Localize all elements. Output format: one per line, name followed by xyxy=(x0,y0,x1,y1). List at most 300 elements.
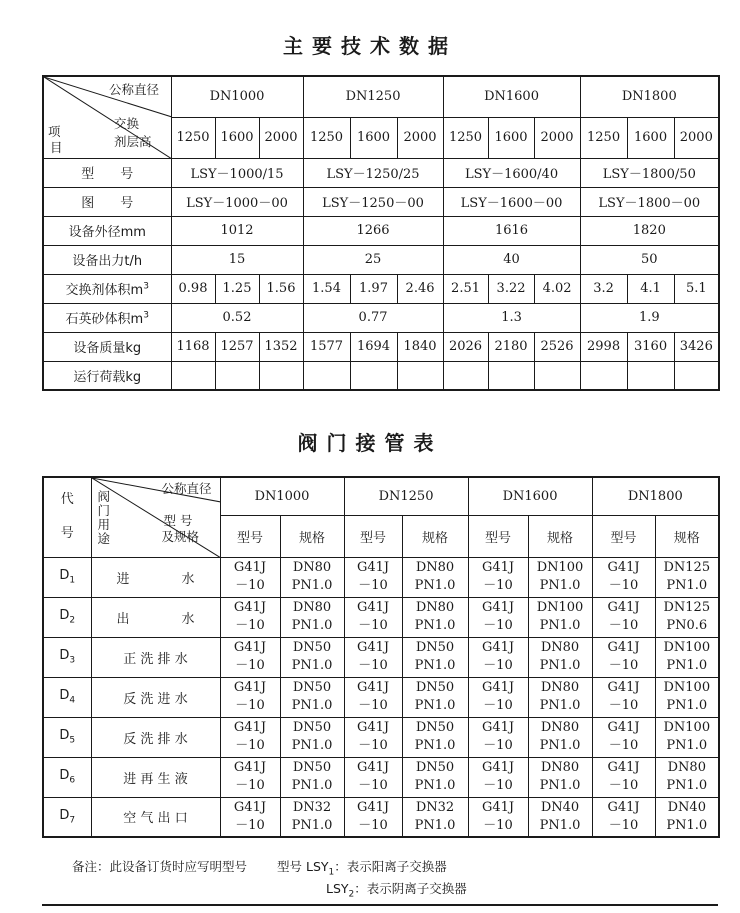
drawing-value: LSY－1600－00 xyxy=(443,187,580,216)
load-value xyxy=(350,361,397,390)
table-row xyxy=(43,637,719,677)
cell-line-1: DN32 xyxy=(415,799,455,815)
cell-line-2: －10 xyxy=(608,738,639,753)
cell-line-2: －10 xyxy=(483,738,513,753)
valve-model-cell xyxy=(592,797,655,837)
cell-line-1: G41J xyxy=(233,760,267,775)
valve-model-cell xyxy=(220,597,280,637)
valve-model-cell xyxy=(468,557,528,597)
valve-usage: 空 气 出 口 xyxy=(91,797,220,837)
code-header-line1: 代 xyxy=(60,492,74,508)
valve-spec-cell xyxy=(655,637,719,677)
use-label: 门 xyxy=(97,503,111,518)
load-value xyxy=(627,361,674,390)
cell-line-2: －10 xyxy=(235,578,265,593)
cell-line-1: G41J xyxy=(356,799,390,815)
valve-model-cell xyxy=(592,597,655,637)
drawing-value: LSY－1000－00 xyxy=(171,187,303,216)
dn-header: DN1000 xyxy=(171,76,303,117)
cell-line-1: G41J xyxy=(481,720,515,735)
nominal-diameter-label: 公称直径 xyxy=(161,481,212,496)
remark-sub-1: 1 xyxy=(328,867,335,878)
exvol-value: 1.25 xyxy=(215,274,259,303)
cell-line-2: PN1.0 xyxy=(291,778,333,793)
dn-header: DN1800 xyxy=(580,76,719,117)
cell-line-2: PN1.0 xyxy=(291,658,333,673)
output-value: 15 xyxy=(171,245,303,274)
valve-code-letter: D xyxy=(59,807,70,823)
table-row xyxy=(43,597,719,637)
cell-line-1: DN40 xyxy=(667,799,706,815)
valve-spec-cell xyxy=(528,557,592,597)
table-row xyxy=(43,216,719,245)
cube-superscript: 3 xyxy=(143,310,149,321)
cell-line-1: DN50 xyxy=(415,720,455,735)
cell-line-1: G41J xyxy=(607,680,640,695)
mass-value: 2180 xyxy=(488,332,534,361)
load-value xyxy=(580,361,627,390)
load-value xyxy=(488,361,534,390)
valve-spec-cell xyxy=(280,597,344,637)
valve-model-cell xyxy=(220,557,280,597)
model-value: LSY－1800/50 xyxy=(580,158,719,187)
cell-line-1: DN100 xyxy=(536,560,584,575)
cell-line-1: DN80 xyxy=(540,760,580,775)
valve-code xyxy=(43,637,91,677)
table-row xyxy=(43,303,719,332)
valve-code-letter: D xyxy=(59,728,70,744)
height-header: 1250 xyxy=(443,117,488,158)
valve-spec-cell xyxy=(655,557,719,597)
dn-header: DN1600 xyxy=(443,76,580,117)
sandvol-value: 1.3 xyxy=(443,303,580,332)
row-label: 运行荷载kg xyxy=(43,361,171,390)
code-header xyxy=(43,477,91,557)
height-header: 1250 xyxy=(580,117,627,158)
layer-height-label: 剂层高 xyxy=(114,134,152,149)
remark-text-1: ：表示阳离子交换器 xyxy=(334,859,447,874)
dn-header: DN1000 xyxy=(220,477,344,515)
valve-code-sub: 5 xyxy=(69,735,76,746)
cell-line-1: DN50 xyxy=(292,640,332,655)
cell-line-1: DN50 xyxy=(292,720,332,735)
valve-spec-cell xyxy=(655,797,719,837)
valve-code xyxy=(43,717,91,757)
diameter-value: 1820 xyxy=(580,216,719,245)
cell-line-1: DN100 xyxy=(536,600,584,615)
cell-line-1: DN80 xyxy=(540,680,580,695)
cell-line-1: G41J xyxy=(481,600,515,615)
table-row xyxy=(43,187,719,216)
mass-value: 3160 xyxy=(627,332,674,361)
load-value xyxy=(215,361,259,390)
cell-line-2: PN1.0 xyxy=(666,578,708,593)
height-header: 1600 xyxy=(350,117,397,158)
valve-spec-cell xyxy=(528,797,592,837)
cell-line-2: －10 xyxy=(483,658,513,673)
cell-line-2: PN1.0 xyxy=(414,658,456,673)
valve-spec-cell xyxy=(528,637,592,677)
cell-line-1: DN50 xyxy=(415,640,455,655)
cell-line-1: G41J xyxy=(356,720,390,735)
table-row xyxy=(43,245,719,274)
model-column-header: 型号 xyxy=(592,515,655,557)
row-label: 图 号 xyxy=(43,187,171,216)
valve-code xyxy=(43,797,91,837)
valve-code-sub: 4 xyxy=(69,695,76,706)
table-row xyxy=(43,717,719,757)
cell-line-2: －10 xyxy=(483,817,513,833)
height-header: 1600 xyxy=(488,117,534,158)
cell-line-2: PN1.0 xyxy=(666,738,708,753)
cell-line-2: PN1.0 xyxy=(666,778,708,793)
tech-data-title: 主要技术数据 xyxy=(283,34,457,58)
valve-code-sub: 2 xyxy=(69,615,76,626)
cell-line-1: G41J xyxy=(481,640,515,655)
valve-spec-cell xyxy=(402,677,468,717)
cell-line-2: －10 xyxy=(235,817,265,833)
valve-spec-cell xyxy=(402,637,468,677)
load-value xyxy=(674,361,719,390)
cell-line-1: G41J xyxy=(356,760,390,775)
mass-value: 1257 xyxy=(215,332,259,361)
valve-usage: 反 洗 进 水 xyxy=(91,677,220,717)
cell-line-1: DN50 xyxy=(415,680,455,695)
output-value: 40 xyxy=(443,245,580,274)
table-row xyxy=(43,332,719,361)
cell-line-2: －10 xyxy=(608,778,639,793)
cell-line-1: G41J xyxy=(233,720,267,735)
cell-line-1: DN32 xyxy=(292,799,332,815)
cell-line-2: PN1.0 xyxy=(414,698,456,713)
valve-table xyxy=(42,476,720,838)
cell-line-1: DN100 xyxy=(663,680,711,695)
model-spec-label-1: 型 号 xyxy=(163,513,193,528)
mass-value: 1577 xyxy=(303,332,350,361)
load-value xyxy=(534,361,580,390)
valve-model-cell xyxy=(220,637,280,677)
height-header: 1250 xyxy=(303,117,350,158)
valve-header-diagonal-cell xyxy=(91,477,220,557)
valve-spec-cell xyxy=(280,557,344,597)
valve-code xyxy=(43,557,91,597)
valve-model-cell xyxy=(592,637,655,677)
row-label: 设备质量kg xyxy=(43,332,171,361)
valve-spec-cell xyxy=(402,597,468,637)
use-label: 用 xyxy=(97,517,111,532)
cell-line-2: －10 xyxy=(358,618,388,633)
table-row xyxy=(43,158,719,187)
cell-line-2: －10 xyxy=(358,698,388,713)
exvol-value: 2.46 xyxy=(397,274,443,303)
cell-line-2: －10 xyxy=(358,738,388,753)
row-label-text: 交换剂体积m xyxy=(65,283,144,298)
valve-code-sub: 1 xyxy=(69,575,76,586)
remark-prefix: 备注：此设备订货时应写明型号 xyxy=(72,859,248,874)
cell-line-1: DN80 xyxy=(667,760,706,775)
cell-line-1: G41J xyxy=(481,560,515,575)
valve-usage: 正 洗 排 水 xyxy=(91,637,220,677)
cell-line-1: DN50 xyxy=(292,760,332,775)
model-value: LSY－1000/15 xyxy=(171,158,303,187)
valve-spec-cell xyxy=(528,677,592,717)
exvol-value: 3.22 xyxy=(488,274,534,303)
row-label-text: 石英砂体积m xyxy=(65,312,144,327)
cell-line-2: PN1.0 xyxy=(666,698,708,713)
row-label: 设备外径mm xyxy=(43,216,171,245)
row-label: 设备出力t/h xyxy=(43,245,171,274)
cell-line-2: －10 xyxy=(235,738,265,753)
cell-line-1: DN80 xyxy=(415,560,455,575)
cell-line-2: PN1.0 xyxy=(539,778,581,793)
row-label xyxy=(43,303,171,332)
exvol-value: 1.54 xyxy=(303,274,350,303)
output-value: 50 xyxy=(580,245,719,274)
mass-value: 1694 xyxy=(350,332,397,361)
cell-line-2: PN1.0 xyxy=(291,578,333,593)
height-header: 2000 xyxy=(674,117,719,158)
cell-line-2: PN1.0 xyxy=(414,618,456,633)
cell-line-1: DN80 xyxy=(540,720,580,735)
cell-line-2: PN1.0 xyxy=(539,618,581,633)
row-label: 型 号 xyxy=(43,158,171,187)
valve-model-cell xyxy=(592,717,655,757)
valve-spec-cell xyxy=(280,717,344,757)
cell-line-1: G41J xyxy=(356,600,390,615)
diameter-value: 1266 xyxy=(303,216,443,245)
bottom-rule xyxy=(42,904,718,906)
height-header: 1600 xyxy=(215,117,259,158)
mass-value: 1840 xyxy=(397,332,443,361)
dn-header: DN1250 xyxy=(303,76,443,117)
exvol-value: 2.51 xyxy=(443,274,488,303)
code-header-line2: 号 xyxy=(60,526,74,542)
valve-model-cell xyxy=(468,597,528,637)
diameter-value: 1012 xyxy=(171,216,303,245)
cell-line-1: G41J xyxy=(233,680,267,695)
valve-model-cell xyxy=(468,757,528,797)
load-value xyxy=(397,361,443,390)
valve-code-letter: D xyxy=(59,608,70,624)
mass-value: 2026 xyxy=(443,332,488,361)
cell-line-1: G41J xyxy=(233,640,267,655)
cell-line-1: G41J xyxy=(356,560,390,575)
cell-line-1: G41J xyxy=(233,600,267,615)
valve-usage: 出 水 xyxy=(91,597,220,637)
cell-line-1: G41J xyxy=(481,680,515,695)
use-label: 阀 xyxy=(97,489,111,504)
valve-model-cell xyxy=(220,797,280,837)
valve-model-cell xyxy=(344,677,402,717)
cell-line-1: DN50 xyxy=(292,680,332,695)
cell-line-1: G41J xyxy=(607,600,640,615)
table-row xyxy=(43,274,719,303)
exvol-value: 4.1 xyxy=(627,274,674,303)
cell-line-1: G41J xyxy=(356,640,390,655)
cell-line-1: G41J xyxy=(356,680,390,695)
cell-line-2: PN1.0 xyxy=(539,817,581,833)
exvol-value: 4.02 xyxy=(534,274,580,303)
cell-line-2: －10 xyxy=(235,698,265,713)
cell-line-2: －10 xyxy=(358,817,388,833)
cell-line-2: PN1.0 xyxy=(291,738,333,753)
cell-line-2: －10 xyxy=(358,778,388,793)
remark-code-1: LSY xyxy=(306,859,329,874)
cell-line-1: DN100 xyxy=(663,640,711,655)
load-value xyxy=(259,361,303,390)
table-row xyxy=(43,797,719,837)
valve-code xyxy=(43,677,91,717)
remark-line-2 xyxy=(326,879,467,900)
valve-code xyxy=(43,757,91,797)
mass-value: 2998 xyxy=(580,332,627,361)
valve-model-cell xyxy=(344,557,402,597)
row-label xyxy=(43,274,171,303)
valve-spec-cell xyxy=(402,797,468,837)
remark-sub-2: 2 xyxy=(348,889,355,900)
remark-model-word: 型号 xyxy=(277,859,303,874)
mass-value: 1168 xyxy=(171,332,215,361)
valve-model-cell xyxy=(344,637,402,677)
nominal-diameter-label: 公称直径 xyxy=(109,82,160,97)
exchange-label: 交换 xyxy=(114,116,140,131)
valve-spec-cell xyxy=(528,757,592,797)
model-column-header: 型号 xyxy=(468,515,528,557)
cell-line-1: DN80 xyxy=(540,640,580,655)
model-column-header: 型号 xyxy=(220,515,280,557)
cell-line-1: DN125 xyxy=(663,600,711,615)
cell-line-2: －10 xyxy=(483,578,513,593)
spec-column-header: 规格 xyxy=(280,515,344,557)
exvol-value: 3.2 xyxy=(580,274,627,303)
valve-table-title: 阀门接管表 xyxy=(297,431,443,455)
cell-line-1: G41J xyxy=(233,560,267,575)
cell-line-2: －10 xyxy=(608,618,639,633)
valve-spec-cell xyxy=(280,677,344,717)
valve-usage: 反 洗 排 水 xyxy=(91,717,220,757)
cell-line-1: G41J xyxy=(607,640,640,655)
valve-code-sub: 7 xyxy=(69,815,76,826)
cell-line-1: G41J xyxy=(481,760,515,775)
valve-spec-cell xyxy=(655,677,719,717)
table-row xyxy=(43,557,719,597)
output-value: 25 xyxy=(303,245,443,274)
valve-model-cell xyxy=(468,637,528,677)
cell-line-2: －10 xyxy=(483,618,513,633)
valve-model-cell xyxy=(592,757,655,797)
valve-spec-cell xyxy=(528,597,592,637)
height-header: 2000 xyxy=(397,117,443,158)
cell-line-1: G41J xyxy=(481,799,515,815)
valve-model-cell xyxy=(344,597,402,637)
exvol-value: 1.56 xyxy=(259,274,303,303)
cell-line-2: －10 xyxy=(235,658,265,673)
item-label-1: 项 xyxy=(48,124,61,139)
valve-model-cell xyxy=(468,717,528,757)
remark-text-2: ：表示阴离子交换器 xyxy=(354,881,467,896)
cell-line-1: DN100 xyxy=(663,720,711,735)
cell-line-2: －10 xyxy=(608,698,639,713)
valve-model-cell xyxy=(468,797,528,837)
cell-line-2: PN1.0 xyxy=(291,618,333,633)
cell-line-2: PN1.0 xyxy=(539,578,581,593)
load-value xyxy=(303,361,350,390)
dn-header: DN1600 xyxy=(468,477,592,515)
valve-spec-cell xyxy=(402,717,468,757)
valve-code-sub: 3 xyxy=(69,655,76,666)
sandvol-value: 1.9 xyxy=(580,303,719,332)
mass-value: 3426 xyxy=(674,332,719,361)
valve-usage: 进 水 xyxy=(91,557,220,597)
load-value xyxy=(171,361,215,390)
remark xyxy=(72,857,447,878)
cell-line-2: －10 xyxy=(235,618,265,633)
valve-model-cell xyxy=(220,717,280,757)
cell-line-1: G41J xyxy=(607,720,640,735)
height-header: 2000 xyxy=(534,117,580,158)
valve-spec-cell xyxy=(528,717,592,757)
valve-code-letter: D xyxy=(59,568,70,584)
valve-code-letter: D xyxy=(59,768,70,784)
spec-column-header: 规格 xyxy=(655,515,719,557)
tech-header-diagonal-cell xyxy=(43,76,171,158)
exvol-value: 0.98 xyxy=(171,274,215,303)
cell-line-2: PN1.0 xyxy=(666,817,708,833)
table-row xyxy=(43,361,719,390)
cell-line-1: DN80 xyxy=(292,560,332,575)
mass-value: 2526 xyxy=(534,332,580,361)
drawing-value: LSY－1250－00 xyxy=(303,187,443,216)
height-header: 1600 xyxy=(627,117,674,158)
valve-spec-cell xyxy=(655,597,719,637)
cell-line-2: PN1.0 xyxy=(414,817,456,833)
valve-code xyxy=(43,597,91,637)
cell-line-1: DN80 xyxy=(292,600,332,615)
valve-spec-cell xyxy=(655,757,719,797)
cell-line-2: PN1.0 xyxy=(666,658,708,673)
dn-header: DN1800 xyxy=(592,477,719,515)
valve-code-letter: D xyxy=(59,648,70,664)
valve-model-cell xyxy=(592,557,655,597)
spec-column-header: 规格 xyxy=(528,515,592,557)
height-header: 1250 xyxy=(171,117,215,158)
tech-data-table xyxy=(42,75,720,391)
cell-line-2: PN1.0 xyxy=(414,578,456,593)
cell-line-1: DN50 xyxy=(415,760,455,775)
cell-line-1: G41J xyxy=(607,760,640,775)
valve-model-cell xyxy=(220,677,280,717)
valve-model-cell xyxy=(344,757,402,797)
exvol-value: 1.97 xyxy=(350,274,397,303)
cell-line-2: PN1.0 xyxy=(291,817,333,833)
valve-spec-cell xyxy=(280,637,344,677)
valve-model-cell xyxy=(220,757,280,797)
remark-code-2: LSY xyxy=(326,881,349,896)
valve-code-sub: 6 xyxy=(69,775,76,786)
drawing-value: LSY－1800－00 xyxy=(580,187,719,216)
cell-line-2: －10 xyxy=(483,698,513,713)
valve-rows xyxy=(43,557,719,837)
valve-spec-cell xyxy=(402,557,468,597)
sandvol-value: 0.52 xyxy=(171,303,303,332)
model-value: LSY－1250/25 xyxy=(303,158,443,187)
cell-line-2: －10 xyxy=(483,778,513,793)
model-column-header: 型号 xyxy=(344,515,402,557)
cell-line-1: G41J xyxy=(607,799,640,815)
dn-header: DN1250 xyxy=(344,477,468,515)
valve-spec-cell xyxy=(655,717,719,757)
sandvol-value: 0.77 xyxy=(303,303,443,332)
